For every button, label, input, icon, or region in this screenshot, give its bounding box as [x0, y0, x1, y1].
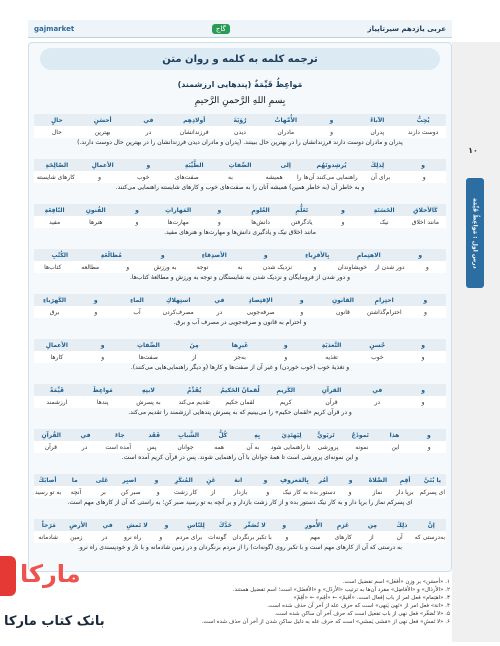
- site-name: gajmarket: [34, 24, 75, 33]
- persian-word: و: [266, 488, 270, 496]
- arabic-word: و: [146, 161, 151, 169]
- arabic-word: الكُتُبِ: [51, 251, 69, 259]
- footnote: ۵. «لا تُصَعِّر» فعل نهی از باب تفعیل است که حرف آخر آن ساکن شده است.: [274, 611, 450, 617]
- translation-block: [34, 204, 446, 237]
- arabic-word: القرآنِ: [321, 386, 342, 394]
- persian-word: آن: [396, 533, 403, 541]
- arabic-word: الكَريمِ: [276, 386, 296, 394]
- fluent-translation: و دور شدن از فرومایگان و نزدیک شدن به شایستگان و توجه به ورزش و مطالعهٔ کتاب‌ها.: [130, 274, 350, 281]
- persian-word: قرآن: [325, 398, 338, 406]
- persian-word: و: [101, 353, 105, 361]
- persian-row: [34, 531, 446, 543]
- persian-word: و: [421, 398, 425, 406]
- persian-word: برق: [49, 308, 60, 316]
- arabic-word: لِذلِكَ: [370, 161, 385, 169]
- persian-word: و: [422, 173, 426, 181]
- arabic-word: عَزمِ: [336, 521, 350, 529]
- arabic-word: مِنَ: [189, 341, 199, 349]
- arabic-word: العُلومِ: [251, 206, 270, 214]
- persian-word: شادمانه: [38, 533, 58, 541]
- arabic-word: احتِرامِ: [374, 296, 394, 304]
- arabic-word: الاهتِمامِ: [356, 251, 381, 259]
- arabic-row: [34, 114, 446, 126]
- arabic-row: [34, 519, 446, 531]
- persian-word: صفت‌های: [174, 173, 199, 181]
- arabic-word: المَهاراتِ: [165, 206, 192, 214]
- persian-word: راهنمایی می‌کنند آن‌ها را: [296, 173, 358, 181]
- persian-word: به‌جز: [234, 353, 246, 361]
- arabic-word: لِيَهتَدِيَ: [281, 431, 302, 439]
- arabic-word: الآباءُ: [370, 116, 385, 124]
- arabic-word: و: [348, 476, 353, 484]
- arabic-word: و: [299, 296, 304, 304]
- arabic-word: أمُر: [318, 476, 329, 484]
- arabic-word: و: [135, 206, 139, 214]
- arabic-word: فَقَد: [148, 431, 161, 439]
- lesson-subtitle: مَواعِظُ قَيِّمَةٌ (پندهایی ارزشمند): [177, 80, 303, 89]
- arabic-word: و: [418, 251, 423, 259]
- persian-word: به تو رسید: [34, 488, 62, 496]
- footnote: ۳. «اهتِمام» فعل امر از باب إفعال است. «أقيمُ» ← «أقِم» ← «أقِمْ»: [293, 595, 450, 601]
- persian-word: و: [427, 443, 431, 451]
- persian-word: دوست دارند: [407, 128, 439, 136]
- persian-word: و: [330, 128, 333, 136]
- arabic-word: القانونِ: [331, 296, 354, 304]
- persian-word: و: [135, 218, 139, 226]
- arabic-word: استِهلاكِ: [165, 296, 191, 304]
- arabic-word: مَرَحاً: [41, 521, 56, 529]
- persian-word: به کار نیک: [282, 488, 308, 496]
- persian-word: به ورزش: [153, 263, 177, 271]
- arabic-word: حُسنِ: [369, 341, 386, 349]
- persian-word: خوب: [136, 173, 150, 181]
- fluent-translation: پدران و مادران دوست دارند فرزندانشان را در بهترین حال ببینند. (پدران و مادران دیدن فرزندانشان را در بهترین حال دوست دارند.): [77, 139, 403, 146]
- logo-mark-icon: [0, 556, 16, 596]
- persian-word: جوانان: [177, 443, 194, 451]
- lesson-tab-label: درس اول : مَواعِظُ قَيِّمَة: [471, 197, 479, 269]
- persian-word: کتاب‌ها: [44, 263, 62, 271]
- persian-word: به: [228, 173, 233, 181]
- persian-word: احترام‌گذاشتن: [366, 308, 402, 316]
- arabic-word: و: [282, 521, 287, 529]
- fluent-translation: و به خاطر آن (به خاطر همین) همیشه آنان را به صفت‌های خوب و کارهای شایسته راهنمایی می‌کنند.: [115, 184, 365, 191]
- arabic-word: الشَّبابِ: [177, 431, 200, 439]
- arabic-word: لِلنّاسِ: [187, 521, 205, 529]
- arabic-word: نَموذَجٌ: [351, 431, 369, 439]
- persian-word: هنرها: [89, 218, 103, 226]
- persian-word: برپا دار: [396, 488, 414, 496]
- arabic-word: بِالمَعروفِ: [280, 476, 309, 484]
- arabic-word: لا تَمشِ: [126, 521, 148, 529]
- persian-word: و: [98, 173, 101, 181]
- persian-word: در: [101, 533, 108, 541]
- translation-block: [34, 339, 446, 372]
- persian-word: پرورشی: [317, 443, 339, 451]
- persian-word: مادران: [277, 128, 295, 136]
- fluent-translation: و تغذیهٔ خوب (خوب خوردن) و غیر آن از صفت‌ها و کارها (و دیگر راهنمایی‌هایی می‌کنند).: [130, 364, 350, 371]
- persian-word: و: [425, 263, 429, 271]
- persian-word: پندها: [96, 398, 109, 406]
- arabic-word: الإقتِصادِ: [248, 296, 273, 304]
- persian-word: و: [217, 218, 221, 226]
- arabic-word: و: [164, 521, 169, 529]
- arabic-word: و: [217, 206, 222, 214]
- persian-word: گونه‌ات: [208, 533, 227, 541]
- footnote: ۱. «أحسَن» بر وزن «أفعَل» اسم تفضیل است.: [342, 579, 450, 585]
- arabic-row: [34, 294, 446, 306]
- fluent-translation: و در قرآن کریم «لقمان حکیم» را می‌بینیم که به پسرش پندهایی ارزشمند را تقدیم می‌کند.: [128, 409, 352, 416]
- fluent-translation: و این نمونه‌ای پرورشی است تا همهٔ جوانان با آن راهنمایی شوند. پس در قرآن کریم آمده است.: [121, 454, 359, 461]
- persian-row: [34, 261, 446, 273]
- persian-word: قرآن: [44, 443, 57, 451]
- arabic-word: تَعَلُّمِ: [295, 206, 309, 214]
- section-title-bar: [40, 48, 440, 70]
- persian-word: همیشه: [265, 173, 283, 181]
- persian-word: کریم: [279, 398, 292, 406]
- arabic-word: التَّغذيَةِ: [321, 341, 342, 349]
- arabic-word: الحَسَنَةِ: [373, 206, 395, 214]
- persian-word: بر: [100, 488, 106, 496]
- translation-block: [34, 114, 446, 147]
- persian-word: تا راهنمایی شود: [270, 443, 311, 451]
- persian-word: برای آن: [370, 173, 391, 181]
- persian-word: فرزندانشان: [179, 128, 209, 136]
- arabic-word: قَيِّمَةً: [49, 386, 64, 394]
- arabic-word: و: [93, 296, 98, 304]
- marka-logo: [0, 556, 110, 604]
- arabic-word: الأعمالِ: [91, 161, 114, 169]
- arabic-row: [34, 159, 446, 171]
- fluent-translation: ای پسرکم نماز را برپا دار و به کار نیک دستور بده و از کار زشت بازدار و بر آنچه به تو رسید صبر کن؛ به راستی که آن از کارهای مهم است.: [67, 499, 413, 506]
- persian-word: نمونه: [355, 443, 369, 451]
- arabic-word: جاءَ: [115, 431, 125, 439]
- arabic-word: مَواعِظَ: [92, 386, 113, 394]
- arabic-word: لا تُصَعِّر: [243, 521, 266, 529]
- persian-word: راه نرو: [123, 533, 142, 541]
- arabic-word: كَالأخلاقِ: [413, 206, 438, 214]
- arabic-row: [34, 384, 446, 396]
- arabic-word: المُنكَرِ: [174, 476, 193, 484]
- arabic-word: في: [372, 386, 383, 394]
- footnote: ۴. «انهَ» فعل امر از «نَهى يَنهى» است که حرف عله از آخر آن حذف شده است.: [267, 603, 450, 609]
- persian-word: یادگرفتن: [290, 218, 313, 226]
- arabic-word: في: [80, 431, 91, 439]
- persian-word: نزدیک شدن: [262, 263, 293, 271]
- arabic-word: و: [154, 476, 159, 484]
- arabic-word: الصّالِحَةِ: [45, 161, 69, 169]
- persian-word: به پسرش: [136, 398, 161, 406]
- arabic-word: و: [329, 116, 334, 124]
- arabic-word: انهَ: [234, 476, 243, 484]
- persian-word: و: [156, 488, 160, 496]
- persian-word: و: [341, 218, 345, 226]
- persian-word: دانش‌ها: [251, 218, 270, 226]
- persian-word: همه: [214, 443, 225, 451]
- persian-word: زمین: [70, 533, 83, 541]
- persian-word: کارهای شایسته: [36, 173, 75, 181]
- arabic-word: الأرضِ: [69, 521, 88, 529]
- arabic-word: و: [263, 476, 268, 484]
- arabic-word: و: [421, 386, 425, 394]
- persian-row: [34, 486, 446, 498]
- persian-word: مطالعه: [81, 263, 100, 271]
- arabic-word: و: [160, 251, 165, 259]
- persian-word: کار زشت: [173, 488, 198, 496]
- arabic-word: الأُمَّهاتُ: [274, 116, 297, 124]
- persian-row: [34, 306, 446, 318]
- arabic-row: [34, 204, 446, 216]
- footnote: ۶. «لا تَمشِ» فعل نهی از «مَشى يَمشي» است که حرف عله به دلیل ساکن شدن از آخر آن حذف شده است.: [201, 619, 450, 625]
- persian-word: به‌درستی که: [414, 533, 445, 541]
- arabic-word: غَيرِها: [231, 341, 249, 349]
- arabic-word: لابنِهِ: [142, 386, 155, 394]
- translation-block: [34, 249, 446, 282]
- arabic-word: الأعمالِ: [45, 341, 68, 349]
- persian-word: حال: [51, 128, 62, 136]
- arabic-word: عَنِ: [206, 476, 216, 484]
- arabic-word: و: [421, 341, 425, 349]
- persian-word: به: [237, 263, 243, 271]
- persian-word: در: [81, 443, 88, 451]
- arabic-word: الصَّلاةَ: [368, 476, 388, 484]
- persian-row: [34, 126, 446, 138]
- arabic-word: ذلِكَ: [396, 521, 408, 529]
- persian-word: و: [300, 308, 304, 316]
- translation-block: [34, 474, 446, 507]
- persian-word: از: [191, 353, 197, 361]
- persian-word: از: [210, 488, 216, 496]
- arabic-word: النّافِعَةِ: [44, 206, 65, 214]
- arabic-word: حالٍ: [50, 116, 63, 124]
- persian-word: بهترین: [94, 128, 111, 136]
- arabic-word: يُحِبُّ: [416, 116, 430, 124]
- persian-word: ای پسرکم: [419, 488, 445, 496]
- arabic-word: يا بُنَيَّ: [423, 476, 442, 484]
- arabic-word: في: [214, 296, 225, 304]
- arabic-word: هذا: [389, 431, 400, 439]
- arabic-row: [34, 249, 446, 261]
- side-strip: [452, 42, 500, 642]
- persian-word: قانون: [336, 308, 350, 316]
- arabic-word: و: [423, 296, 428, 304]
- persian-word: خویشاوندان: [337, 263, 368, 271]
- arabic-word: رُؤيَةَ: [233, 116, 247, 124]
- arabic-word: الأصدِقاءِ: [201, 251, 227, 259]
- logo-text: مارکا: [20, 560, 81, 588]
- translation-block: [34, 519, 446, 552]
- arabic-word: إنَّ: [427, 521, 435, 529]
- persian-word: مهم: [310, 533, 321, 541]
- persian-row: [34, 396, 446, 408]
- arabic-word: يُرشِدونَهُم: [316, 161, 347, 169]
- persian-word: تقدیم می‌کند: [178, 398, 210, 406]
- translation-block: [34, 384, 446, 417]
- page-number: ۱۰: [468, 146, 478, 155]
- persian-word: مهارت‌ها: [167, 218, 189, 226]
- arabic-word: و: [426, 431, 431, 439]
- persian-word: لقمان حکیم: [225, 398, 255, 406]
- basmala: بِسمِ اللهِ الرَّحمنِ الرَّحيمِ: [194, 96, 286, 106]
- translation-block: [34, 429, 446, 462]
- arabic-word: اصبِر: [122, 476, 137, 484]
- persian-word: و: [348, 488, 352, 496]
- arabic-word: بِالأقرِباءِ: [305, 251, 330, 259]
- arabic-row: [34, 474, 446, 486]
- persian-word: مفید: [48, 218, 61, 226]
- fluent-translation: و احترام به قانون و صرفه‌جویی در مصرف آب و برق.: [173, 319, 307, 326]
- persian-word: نیک: [379, 218, 389, 226]
- persian-word: و: [126, 263, 130, 271]
- persian-word: این: [391, 443, 400, 451]
- persian-word: دیدن: [234, 128, 246, 136]
- persian-word: کارهای: [334, 533, 352, 541]
- persian-word: آب: [133, 308, 141, 316]
- arabic-word: مُطالَعَةِ: [100, 251, 122, 259]
- persian-word: صبر کن: [121, 488, 141, 496]
- persian-word: در: [216, 308, 223, 316]
- persian-word: آمده است: [105, 443, 131, 451]
- persian-word: بازدار: [233, 488, 248, 496]
- persian-word: برای مردم: [175, 533, 203, 541]
- page-header: [28, 20, 452, 38]
- arabic-word: الطَّيِّبَةِ: [184, 161, 204, 169]
- arabic-word: الصِّفاتِ: [137, 341, 160, 349]
- arabic-word: في: [143, 116, 154, 124]
- arabic-word: في: [102, 521, 113, 529]
- persian-word: و: [94, 308, 98, 316]
- arabic-word: الكَهرَباءِ: [43, 296, 67, 304]
- persian-word: و: [159, 533, 163, 541]
- arabic-word: الماءِ: [130, 296, 144, 304]
- persian-word: صرفه‌جویی: [246, 308, 275, 316]
- persian-row: [34, 351, 446, 363]
- persian-word: تغذیه: [325, 353, 338, 361]
- persian-word: با تکبر برنگردان: [232, 533, 272, 541]
- arabic-row: [34, 339, 446, 351]
- persian-word: خوب: [371, 353, 384, 361]
- persian-word: کارها: [50, 353, 64, 361]
- persian-row: [34, 216, 446, 228]
- arabic-word: و: [283, 341, 288, 349]
- arabic-word: الفُنونِ: [85, 206, 106, 214]
- persian-word: دستور بده: [309, 488, 336, 496]
- lesson-tab[interactable]: [466, 178, 484, 288]
- arabic-word: أصابَكَ: [38, 476, 57, 484]
- arabic-word: و: [263, 251, 268, 259]
- arabic-word: و: [421, 161, 425, 169]
- persian-word: و: [421, 353, 425, 361]
- persian-word: به آن: [246, 443, 260, 451]
- persian-word: در: [145, 128, 152, 136]
- arabic-word: لُقمانُ الحَكيمُ: [220, 386, 260, 394]
- persian-word: توجه: [196, 263, 209, 271]
- fluent-translation: مانند اخلاق نیک و یادگیری دانش‌ها و مهارت‌ها و هنرهای مفید.: [164, 229, 316, 236]
- translation-block: [34, 294, 446, 327]
- persian-word: ارزشمند: [46, 398, 68, 406]
- arabic-word: ما: [71, 476, 78, 484]
- persian-word: از: [369, 533, 374, 541]
- persian-word: نماز: [372, 488, 383, 496]
- arabic-word: بِهِ: [254, 431, 261, 439]
- arabic-row: [34, 429, 446, 441]
- arabic-word: مِن: [367, 521, 377, 529]
- arabic-word: الأُمورِ: [304, 521, 323, 529]
- footnote: ۲. «الأرذال» و «الأفاضِل» مفرد آن‌ها به ترتیب «الأرذَل» و «الأفضَل» است؛ اسم تفضیل هستند.: [232, 587, 450, 593]
- persian-word: و: [284, 353, 288, 361]
- persian-row: [34, 441, 446, 453]
- arabic-word: يُقَدِّمُ: [186, 386, 202, 394]
- footer-brand: بانک کتاب مارکا: [4, 614, 105, 629]
- brand-badge: گاج: [212, 24, 230, 34]
- arabic-word: القُرآنِ: [41, 431, 61, 439]
- persian-row: [34, 171, 446, 183]
- persian-word: مصرف‌کردن: [162, 308, 194, 316]
- arabic-word: أقِمِ: [399, 476, 411, 484]
- persian-word: دور شدن از: [375, 263, 405, 271]
- persian-word: صفت‌ها: [138, 353, 158, 361]
- persian-word: و: [423, 308, 427, 316]
- persian-word: و: [313, 263, 317, 271]
- arabic-word: و: [341, 206, 345, 214]
- fluent-translation: به درستی که آن از کارهای مهم است و با تکبر روی (گونه‌ات) را از مردم برنگردان و در زمین شادمانه و با ناز و خودپسندی راه نرو.: [78, 544, 402, 551]
- book-title: عربی یازدهم سیرتاپیاز: [367, 24, 446, 33]
- arabic-word: أحسَنِ: [93, 116, 112, 124]
- arabic-word: عَلى: [95, 476, 109, 484]
- persian-word: مانند اخلاق: [411, 218, 439, 226]
- translation-block: [34, 159, 446, 192]
- persian-word: پس: [147, 443, 157, 451]
- persian-word: پدران: [370, 128, 385, 136]
- persian-word: در: [374, 398, 381, 406]
- arabic-word: الصِّفاتِ: [228, 161, 252, 169]
- arabic-word: خَدَّكَ: [218, 521, 232, 529]
- arabic-word: أولادِهِم: [183, 116, 206, 124]
- arabic-word: و: [100, 341, 105, 349]
- arabic-word: تَربَويٌّ: [317, 431, 335, 439]
- arabic-word: إلى: [280, 161, 291, 169]
- section-title: ترجمه کلمه به کلمه و روان متن: [162, 53, 318, 65]
- persian-word: آنچه: [70, 488, 82, 496]
- persian-word: و: [285, 533, 289, 541]
- arabic-word: كُلُّ: [218, 431, 228, 439]
